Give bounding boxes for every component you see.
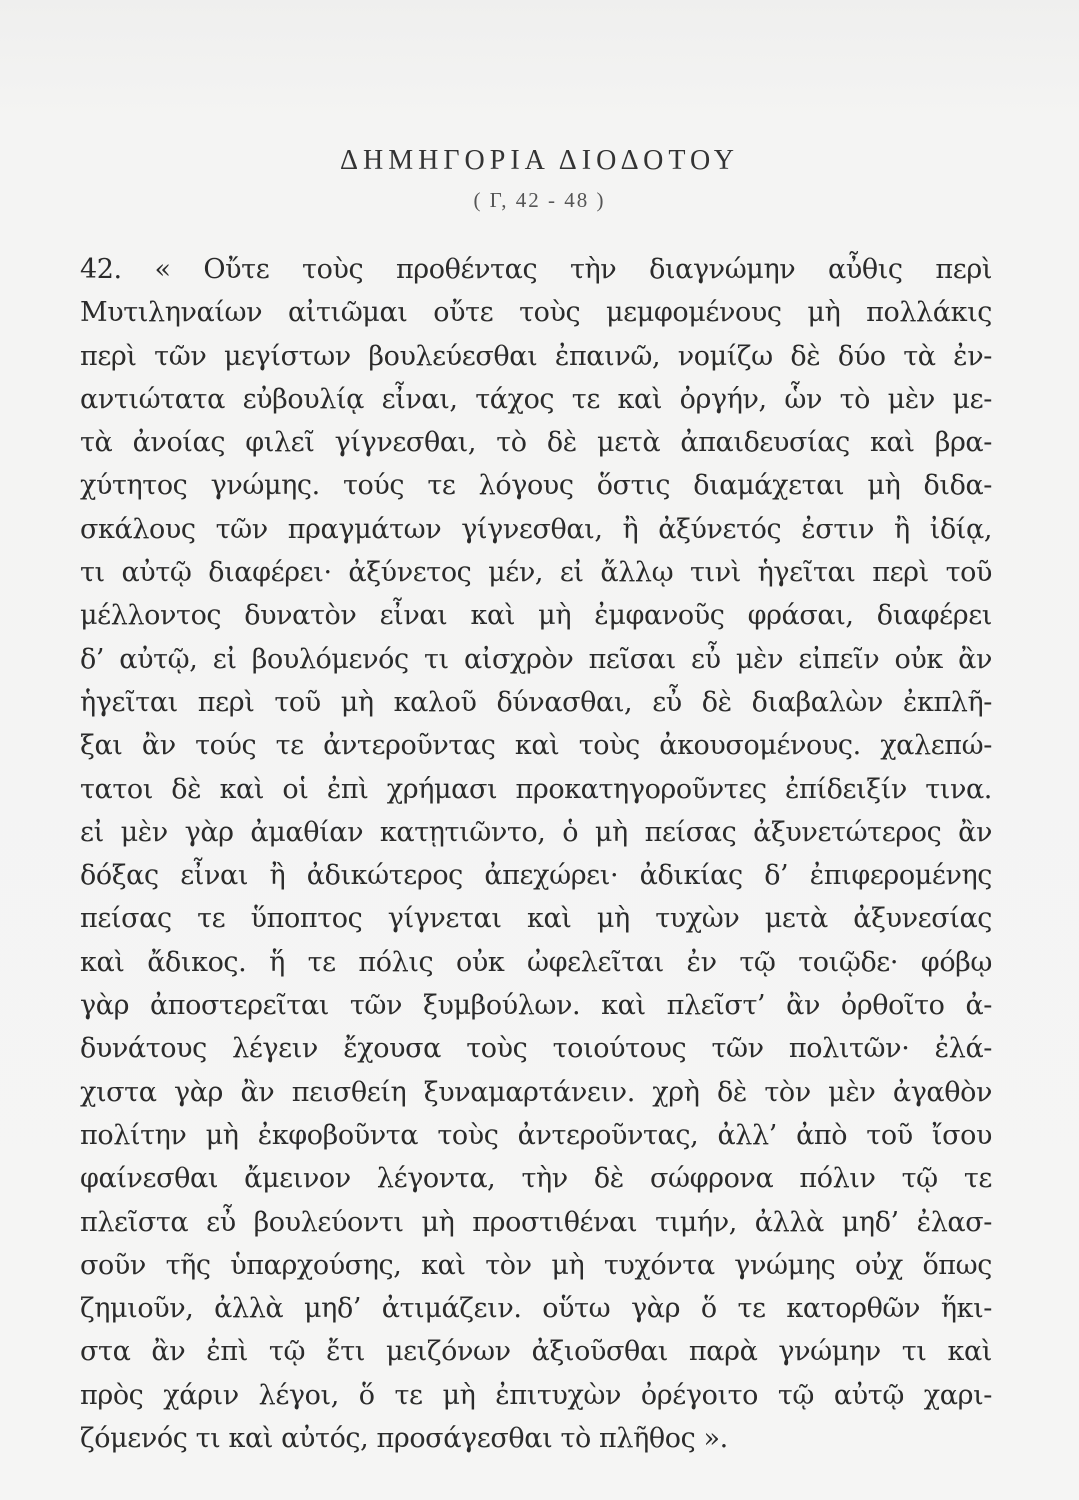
text-line: φαίνεσθαι ἄμεινον λέγοντα, τὴν δὲ σώφρονα πόλιν τῷ τε [80,1163,992,1195]
text-line: τι αὐτῷ διαφέρει· ἀξύνετος μέν, εἰ ἄλλῳ τινὶ ἡγεῖται περὶ τοῦ [80,557,992,589]
text-line: τατοι δὲ καὶ οἱ ἐπὶ χρήμασι προκατηγοροῦντες ἐπίδειξίν τινα. [80,773,992,805]
text-line: ζόμενός τι καὶ αὐτός, προσάγεσθαι τὸ πλῆθος ». [80,1423,728,1455]
text-line: πείσας τε ὕποπτος γίγνεται καὶ μὴ τυχὼν μετὰ ἀξυνεσίας [80,903,992,935]
text-line: ξαι ἂν τούς τε ἀντεροῦντας καὶ τοὺς ἀκουσομένους. χαλεπώ- [80,730,992,762]
text-line: σοῦν τῆς ὑπαρχούσης, καὶ τὸν μὴ τυχόντα γνώμης οὐχ ὅπως [80,1249,992,1281]
text-line: 42. « Οὔτε τοὺς προθέντας τὴν διαγνώμην αὖθις περὶ [80,254,992,285]
page-title: ΔΗΜΗΓΟΡΙΑ ΔΙΟΔΟΤΟΥ [340,145,739,176]
text-line: καὶ ἄδικος. ἥ τε πόλις οὐκ ὠφελεῖται ἐν τῷ τοιῷδε· φόβῳ [80,946,992,978]
text-line: στα ἂν ἐπὶ τῷ ἔτι μειζόνων ἀξιοῦσθαι παρὰ γνώμην τι καὶ [80,1336,992,1368]
text-line: εἰ μὲν γὰρ ἀμαθίαν κατῃτιῶντο, ὁ μὴ πείσας ἀξυνετώτερος ἂν [80,816,992,848]
text-line: μέλλοντος δυνατὸν εἶναι καὶ μὴ ἐμφανοῦς φράσαι, διαφέρει [80,600,992,632]
text-line: γὰρ ἀποστερεῖται τῶν ξυμβούλων. καὶ πλεῖστ’ ἂν ὀρθοῖτο ἀ- [80,990,992,1022]
text-line: Μυτιληναίων αἰτιῶμαι οὔτε τοὺς μεμφομένους μὴ πολλάκις [80,297,992,329]
text-line: ἡγεῖται περὶ τοῦ μὴ καλοῦ δύνασθαι, εὖ δὲ διαβαλὼν ἐκπλῆ- [80,686,992,718]
text-line: πολίτην μὴ ἐκφοβοῦντα τοὺς ἀντεροῦντας, ἀλλ’ ἀπὸ τοῦ ἴσου [80,1119,992,1151]
text-line: χύτητος γνώμης. τούς τε λόγους ὅστις διαμάχεται μὴ διδα- [80,470,992,502]
text-line: δόξας εἶναι ἢ ἀδικώτερος ἀπεχώρει· ἀδικίας δ’ ἐπιφερομένης [80,860,992,892]
body-text [80,248,992,1460]
text-line: ζημιοῦν, ἀλλὰ μηδ’ ἀτιμάζειν. οὕτω γὰρ ὅ τε κατορθῶν ἥκι- [80,1293,992,1325]
text-line: αντιώτατα εὐβουλίᾳ εἶναι, τάχος τε καὶ ὀργήν, ὧν τὸ μὲν με- [80,383,992,415]
text-line: πρὸς χάριν λέγοι, ὅ τε μὴ ἐπιτυχὼν ὀρέγοιτο τῷ αὐτῷ χαρι- [80,1379,992,1411]
text-line: πλεῖστα εὖ βουλεύοντι μὴ προστιθέναι τιμήν, ἀλλὰ μηδ’ ἐλασ- [80,1206,992,1238]
text-line: τὰ ἀνοίας φιλεῖ γίγνεσθαι, τὸ δὲ μετὰ ἀπαιδευσίας καὶ βρα- [80,427,992,459]
text-line: δ’ αὐτῷ, εἰ βουλόμενός τι αἰσχρὸν πεῖσαι εὖ μὲν εἰπεῖν οὐκ ἂν [80,643,992,675]
text-line: σκάλους τῶν πραγμάτων γίγνεσθαι, ἢ ἀξύνετός ἐστιν ἢ ἰδίᾳ, [80,513,992,545]
chapter-reference: ( Γ, 42 - 48 ) [473,188,606,212]
text-line: χιστα γὰρ ἂν πεισθείη ξυναμαρτάνειν. χρὴ δὲ τὸν μὲν ἀγαθὸν [80,1076,992,1108]
text-line: δυνάτους λέγειν ἔχουσα τοὺς τοιούτους τῶν πολιτῶν· ἐλά- [80,1033,992,1065]
text-line: περὶ τῶν μεγίστων βουλεύεσθαι ἐπαινῶ, νομίζω δὲ δύο τὰ ἐν- [80,340,992,372]
